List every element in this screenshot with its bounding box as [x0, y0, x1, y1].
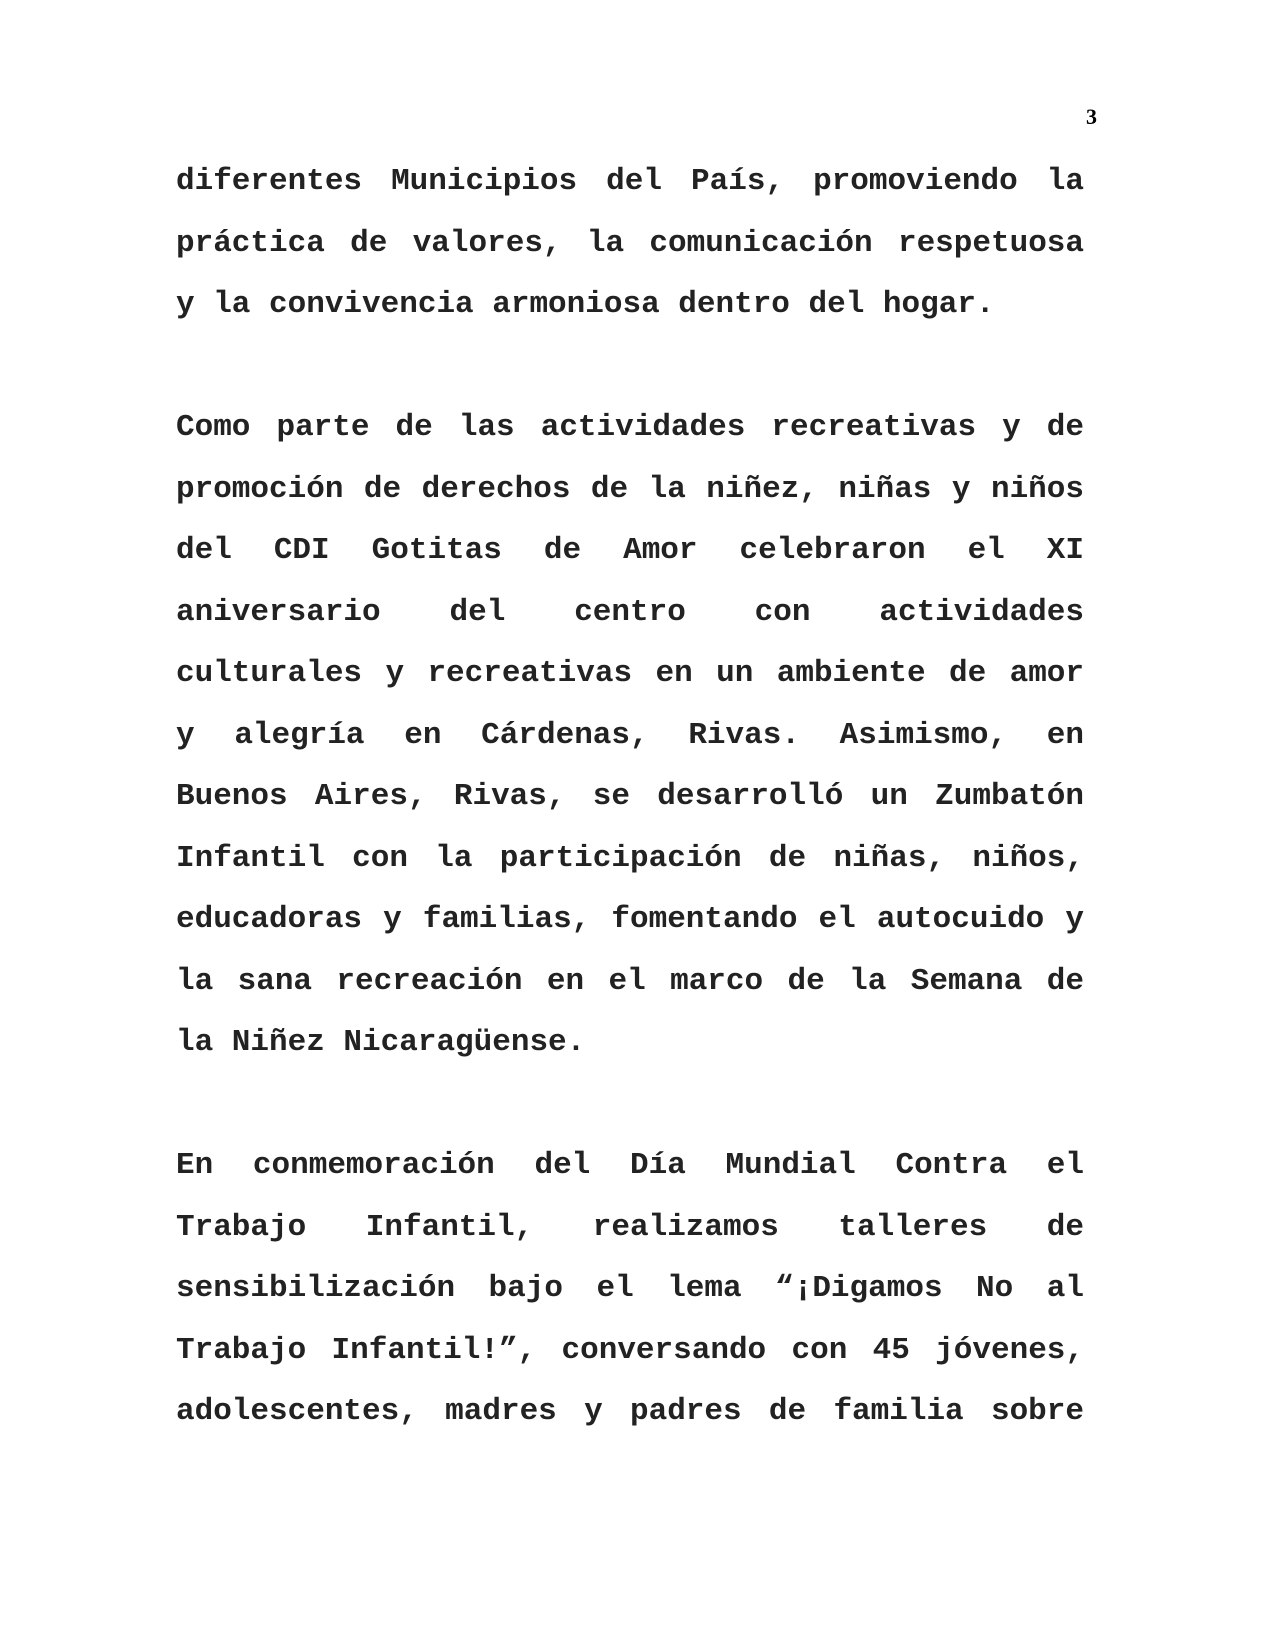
document-body — [176, 151, 1084, 1443]
paragraph-family-values: diferentes Municipios del País, promoviendo la práctica de valores, la comunicación respetuosa y la convivencia armoniosa dentro del hogar. — [176, 164, 1084, 322]
paragraph-children-activities: Como parte de las actividades recreativas y de promoción de derechos de la niñez, niñas y niños del CDI Gotitas de Amor celebraron el XI aniversario del centro con actividades culturales y recreativas en un ambiente de amor y alegría en Cárdenas, Rivas. Asimismo, en Buenos Aires, Rivas, se desarrolló un Zumbatón Infantil con la participación de niñas, niños, educadoras y familias, fomentando el autocuido y la sana recreación en el marco de la Semana de la Niñez Nicaragüense. — [176, 410, 1084, 1060]
page-number: 3 — [1086, 104, 1097, 129]
paragraph-child-labor-day: En conmemoración del Día Mundial Contra el Trabajo Infantil, realizamos talleres de sensibilización bajo el lema “¡Digamos No al Trabajo Infantil!”, conversando con 45 jóvenes, adolescentes, madres y padres de familia sobre — [176, 1148, 1084, 1429]
